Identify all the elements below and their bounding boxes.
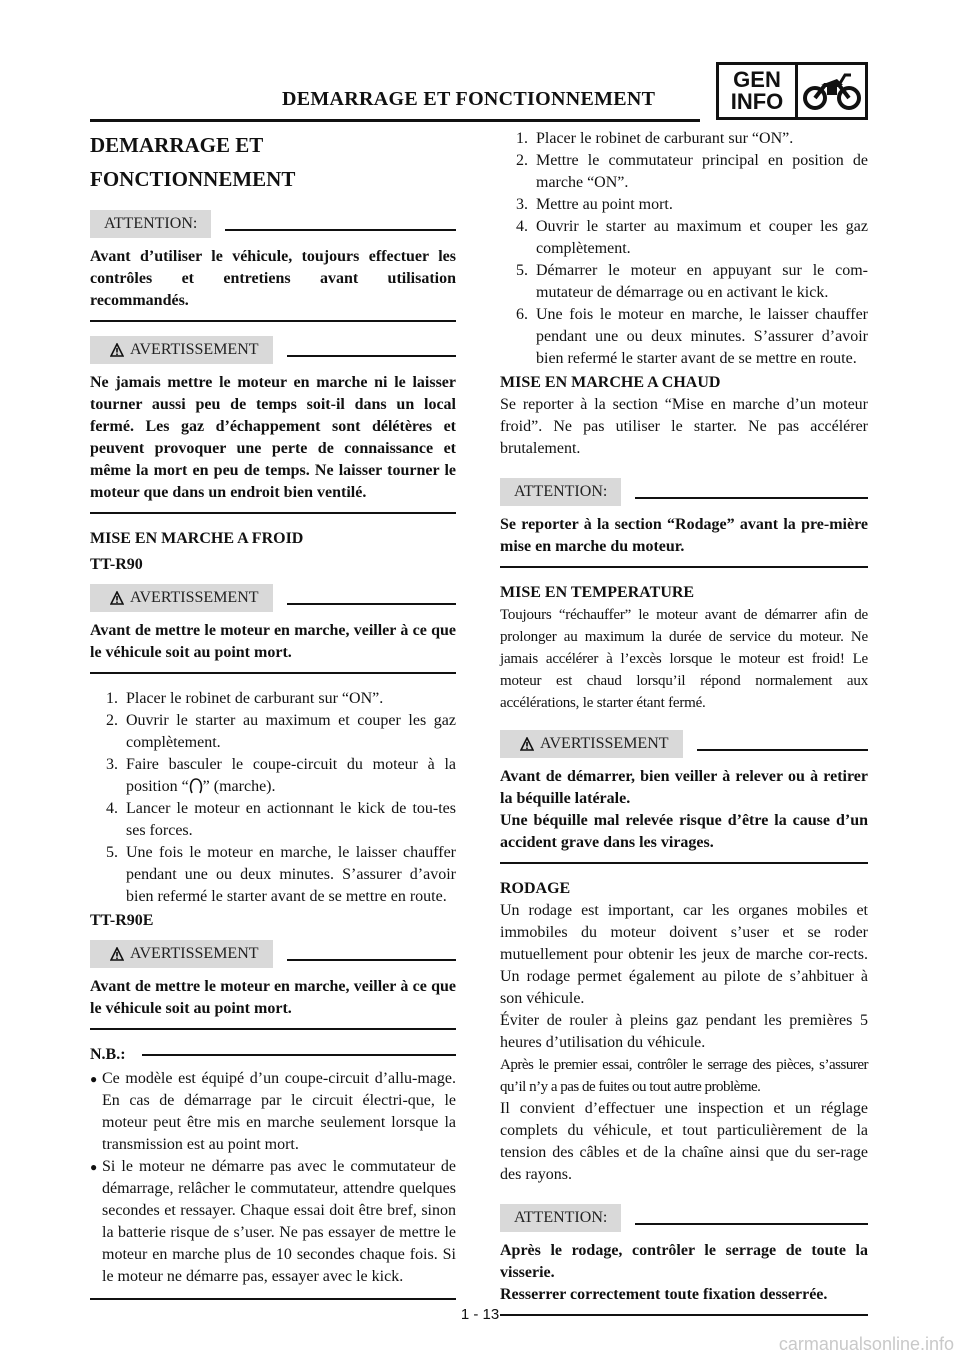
list-item: 4. Lancer le moteur en actionnant le kick de tou-tes ses forces. (106, 800, 456, 839)
warning-label-text: AVERTISSEMENT (130, 945, 259, 962)
paragraph: Il convient d’effectuer une inspection et un réglage complets du véhicule, et tout particulièrement de la tension des câbles et de la chaîne ainsi que du ser-rage des rayons. (500, 1100, 868, 1183)
left-column (90, 120, 456, 1314)
cold-start-steps (90, 688, 456, 908)
note-label: N.B.: (90, 1046, 126, 1063)
attention-box-3 (500, 1204, 868, 1232)
note-list (90, 1068, 456, 1288)
warning-triangle-icon (110, 591, 124, 605)
divider (635, 497, 868, 499)
warning-text: Une béquille mal relevée risque d’être la cause d’un accident grave dans les virages. (500, 812, 868, 851)
divider (500, 862, 868, 864)
watermark: carmanualsonline.info (778, 1334, 954, 1354)
warning-label (500, 730, 683, 758)
gen-info-text (719, 65, 798, 117)
list-item: 5. Une fois le moteur en marche, le laisser chauffer pendant une ou deux minutes. S’assurer d’avoir bien refermé le starter avant de se mettre en route. (106, 844, 456, 905)
page-title (90, 128, 456, 196)
right-column (500, 128, 868, 1330)
attention-text: Après le rodage, contrôler le serrage de toute la visserie. (500, 1242, 868, 1281)
warning-triangle-icon (110, 947, 124, 961)
attention-label: ATTENTION: (90, 210, 211, 238)
gen-info-badge (716, 62, 868, 120)
attention-label: ATTENTION: (500, 478, 621, 506)
engine-run-symbol-icon (189, 777, 203, 795)
section-heading-warm-start: MISE EN MARCHE A CHAUD (500, 374, 721, 391)
divider (225, 229, 456, 231)
list-item: 3. Faire basculer le coupe-circuit du moteur à la position “ ” (marche). (106, 756, 456, 795)
paragraph: Après le premier essai, contrôler le serrage des pièces, s’assurer qu’il n’y a pas de fuites ou tout autre problème. (500, 1057, 868, 1095)
divider (635, 1223, 868, 1225)
list-item: 5. Démarrer le moteur en appuyant sur le com-mutateur de démarrage ou en activant le kick. (516, 262, 868, 301)
note-header (90, 1044, 456, 1066)
list-item: 3. Mettre au point mort. (516, 196, 673, 213)
warning-triangle-icon (520, 737, 534, 751)
warning-text: Avant de démarrer, bien veiller à relever ou à retirer la béquille latérale. (500, 768, 868, 807)
list-item: 2. Ouvrir le starter au maximum et couper les gaz complètement. (106, 712, 456, 751)
list-item: ● Ce modèle est équipé d’un coupe-circuit d’allu-mage. En cas de démarrage par le circuit électri-que, le moteur peut être mis en marche seulement lorsque la transmission est au point mort. (90, 1068, 456, 1156)
warning-box-4 (500, 730, 868, 758)
page-title-line1: DEMARRAGE ET (90, 133, 264, 157)
warning-box-3 (90, 940, 456, 968)
gen-label: GEN (733, 67, 781, 92)
section-heading-warm-up: MISE EN TEMPERATURE (500, 584, 695, 601)
attention-label: ATTENTION: (500, 1204, 621, 1232)
warning-label (90, 584, 273, 612)
divider (287, 959, 456, 961)
model-heading: TT-R90 (90, 556, 143, 573)
divider (90, 1028, 456, 1030)
divider (90, 512, 456, 514)
paragraph: Toujours “réchauffer” le moteur avant de démarrer afin de prolonger au maximum la durée de service du moteur. Ne jamais accélérer à l’excès lorsque le moteur est froid! Le moteur est chaud lorsqu’il répond normalement aux accélérations, le starter étant fermé. (500, 607, 868, 711)
section-heading-break-in: RODAGE (500, 880, 571, 897)
attention-box-2 (500, 478, 868, 506)
warning-label (90, 940, 273, 968)
electric-start-steps (500, 128, 868, 370)
divider (90, 1298, 456, 1300)
divider (697, 749, 868, 751)
model-heading: TT-R90E (90, 912, 154, 929)
paragraph: Éviter de rouler à pleins gaz pendant les premières 5 heures d’utilisation du véhicule. (500, 1012, 868, 1051)
bullet-icon: ● (90, 1072, 98, 1086)
attention-box-1 (90, 210, 456, 238)
header-title: DEMARRAGE ET FONCTIONNEMENT (282, 88, 656, 110)
divider (90, 672, 456, 674)
page-title-line2: FONCTIONNEMENT (90, 167, 296, 191)
warning-text: Avant de mettre le moteur en marche, veiller à ce que le véhicule soit au point mort. (90, 622, 456, 661)
warning-text: Ne jamais mettre le moteur en marche ni le laisser tourner aussi peu de temps soit-il dans un local fermé. Les gaz d’échappement sont délétères et peuvent provoquer une perte de connaissance et même la mort en peu de temps. Ne laisser tourner le moteur que dans un endroit bien ventilé. (90, 374, 456, 501)
info-label: INFO (730, 89, 784, 114)
attention-text: Resserrer correctement toute fixation desserrée. (500, 1286, 828, 1303)
divider (287, 603, 456, 605)
warning-text: Avant de mettre le moteur en marche, veiller à ce que le véhicule soit au point mort. (90, 978, 456, 1017)
bullet-icon: ● (90, 1160, 98, 1174)
paragraph: Un rodage est important, car les organes mobiles et immobiles du moteur doivent s’user et se roder mutuellement pour obtenir les jeux de marche cor-rects. Un rodage permet également au pilote de s’ahbituer à son véhicule. (500, 902, 868, 1007)
warning-label-text: AVERTISSEMENT (130, 589, 259, 606)
warning-box-2 (90, 584, 456, 612)
divider (287, 355, 456, 357)
motorcycle-icon (798, 65, 865, 117)
list-item: ● Si le moteur ne démarre pas avec le commutateur de démarrage, relâcher le commutateur, attendre quelques secondes et ressayer. Chaque essai doit être bref, sinon la batterie risque de s’user. Ne pas essayer de mettre le moteur en marche plus de 10 secondes chaque fois. Si le moteur ne démarre pas, essayer avec le kick. (90, 1156, 456, 1288)
list-item: 4. Ouvrir le starter au maximum et couper les gaz complètement. (516, 218, 868, 257)
attention-text: Avant d’utiliser le véhicule, toujours effectuer les contrôles et entretiens avant utilisation recommandés. (90, 248, 456, 309)
list-item: 1. Placer le robinet de carburant sur “ON”. (516, 130, 794, 147)
warning-label-text: AVERTISSEMENT (130, 341, 259, 358)
divider (500, 566, 868, 568)
list-item: 2. Mettre le commutateur principal en position de marche “ON”. (516, 152, 868, 191)
attention-text: Se reporter à la section “Rodage” avant la pre-mière mise en marche du moteur. (500, 516, 868, 555)
warning-label (90, 336, 273, 364)
warning-triangle-icon (110, 343, 124, 357)
warning-box-1 (90, 336, 456, 364)
list-item: 6. Une fois le moteur en marche, le laisser chauffer pendant une ou deux minutes. S’assurer d’avoir bien refermé le starter avant de se mettre en route. (516, 306, 868, 367)
page-number: 1 - 13 (460, 1306, 500, 1323)
warning-label-text: AVERTISSEMENT (540, 735, 669, 752)
divider (142, 1054, 456, 1056)
divider (90, 320, 456, 322)
paragraph: Se reporter à la section “Mise en marche d’un moteur froid”. Ne pas utiliser le starter. Ne pas accélérer brutalement. (500, 396, 868, 457)
section-heading-cold-start: MISE EN MARCHE A FROID (90, 530, 304, 547)
list-item: 1. Placer le robinet de carburant sur “ON”. (106, 690, 384, 707)
